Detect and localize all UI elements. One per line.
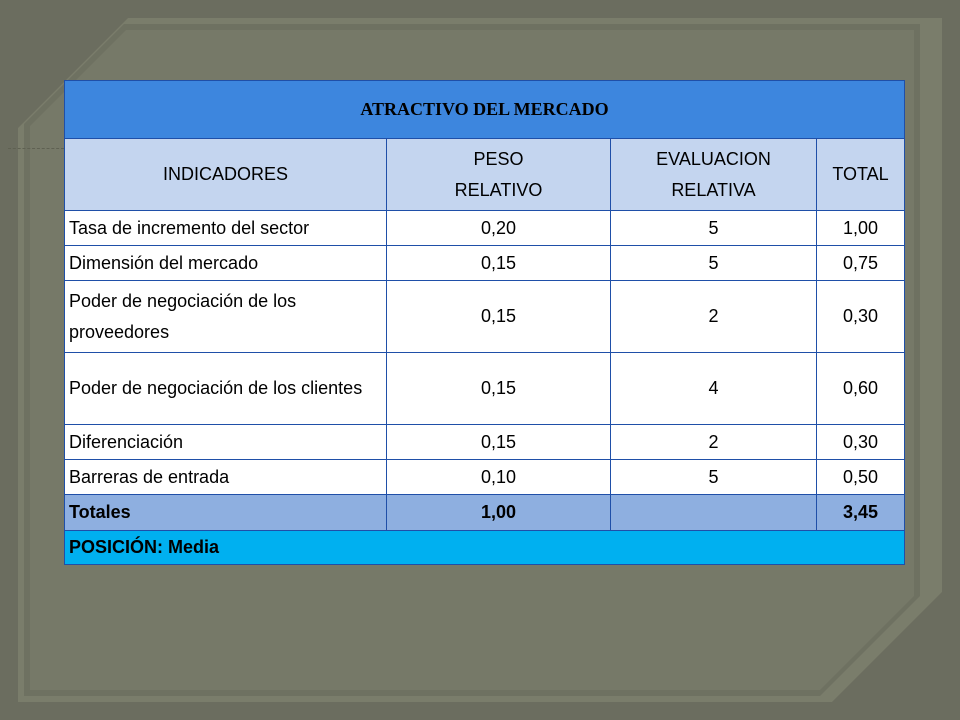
row-indicator: Diferenciación [65, 425, 387, 460]
table-header-row [65, 139, 905, 211]
decorative-line [8, 148, 64, 149]
table-row [65, 211, 905, 246]
row-peso: 0,20 [387, 211, 611, 246]
header-peso-line-1: PESO [473, 148, 524, 169]
row-total: 1,00 [817, 211, 905, 246]
totals-total: 3,45 [817, 495, 905, 531]
row-indicator: Barreras de entrada [65, 460, 387, 495]
row-peso: 0,15 [387, 425, 611, 460]
row-total: 0,30 [817, 425, 905, 460]
row-total: 0,50 [817, 460, 905, 495]
header-peso-line-2: RELATIVO [454, 179, 543, 200]
row-total: 0,75 [817, 246, 905, 281]
row-evaluacion: 5 [611, 211, 817, 246]
row-indicator: Poder de negociación de los clientes [65, 353, 387, 425]
row-indicator: Tasa de incremento del sector [65, 211, 387, 246]
table-title: ATRACTIVO DEL MERCADO [65, 81, 905, 139]
header-peso-relativo [387, 139, 611, 211]
row-evaluacion: 2 [611, 425, 817, 460]
header-total: TOTAL [817, 139, 905, 211]
table-row [65, 460, 905, 495]
header-evaluacion-relativa [611, 139, 817, 211]
totals-peso: 1,00 [387, 495, 611, 531]
row-total: 0,60 [817, 353, 905, 425]
totals-label: Totales [65, 495, 387, 531]
row-peso: 0,15 [387, 353, 611, 425]
totals-evaluacion [611, 495, 817, 531]
header-evaluacion-line-2: RELATIVA [671, 179, 756, 200]
row-peso: 0,15 [387, 246, 611, 281]
table-row [65, 353, 905, 425]
row-evaluacion: 4 [611, 353, 817, 425]
position-label: POSICIÓN: Media [65, 531, 905, 565]
row-evaluacion: 5 [611, 246, 817, 281]
table-title-row [65, 81, 905, 139]
row-indicator: Poder de negociación de los proveedores [65, 281, 387, 353]
row-total: 0,30 [817, 281, 905, 353]
row-peso: 0,10 [387, 460, 611, 495]
table-row [65, 425, 905, 460]
position-row [65, 531, 905, 565]
table-row [65, 281, 905, 353]
header-evaluacion-line-1: EVALUACION [656, 148, 771, 169]
row-evaluacion: 2 [611, 281, 817, 353]
table-row [65, 246, 905, 281]
header-indicadores: INDICADORES [65, 139, 387, 211]
market-attractiveness-table [64, 80, 905, 565]
row-indicator: Dimensión del mercado [65, 246, 387, 281]
row-evaluacion: 5 [611, 460, 817, 495]
row-peso: 0,15 [387, 281, 611, 353]
totals-row [65, 495, 905, 531]
